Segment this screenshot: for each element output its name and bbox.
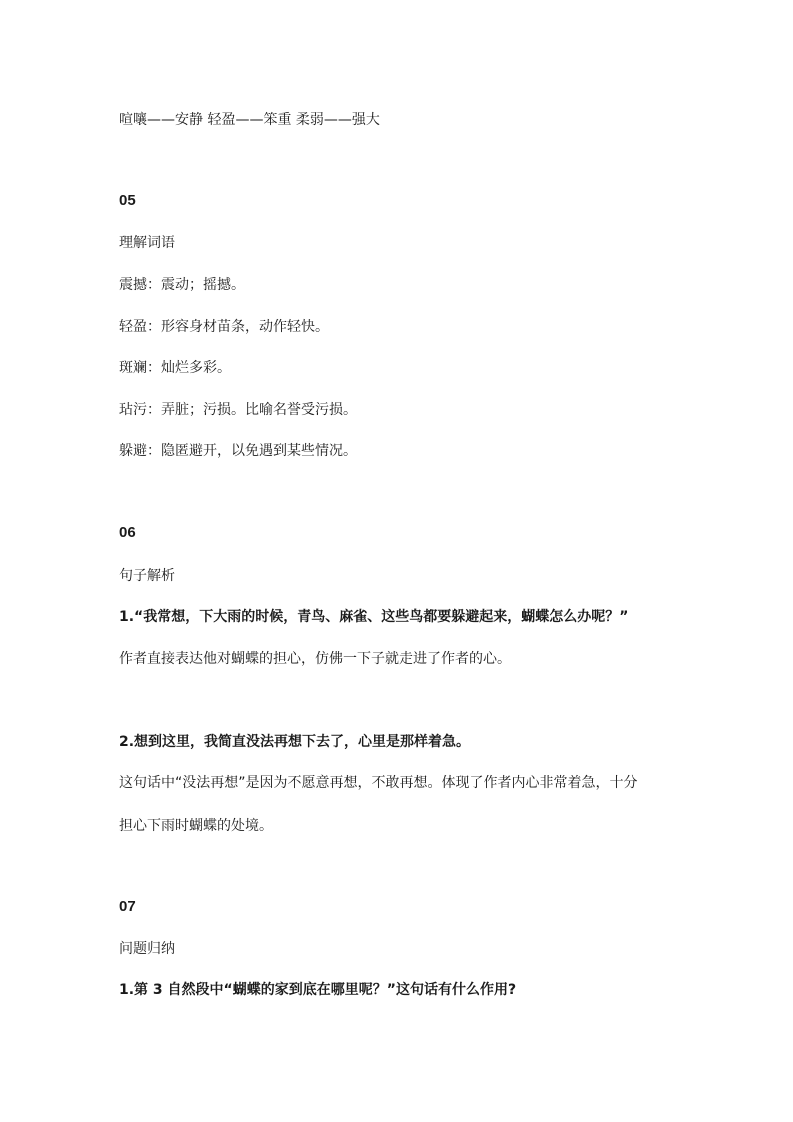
sentence-analysis: 这句话中“没法再想”是因为不愿意再想，不敢再想。体现了作者内心非常着急，十分	[119, 775, 638, 791]
vocabulary-item: 轻盈：形容身材苗条，动作轻快。	[119, 319, 329, 335]
vocabulary-item: 躲避：隐匿避开，以免遇到某些情况。	[119, 443, 357, 459]
antonym-pairs: 喧嚷——安静 轻盈——笨重 柔弱——强大	[119, 112, 380, 128]
section-number-05: 05	[119, 192, 136, 209]
section-number-07: 07	[119, 898, 136, 915]
sentence-question: 1.“我常想，下大雨的时候，青鸟、麻雀、这些鸟都要躲避起来，蝴蝶怎么办呢？”	[119, 609, 629, 625]
sentence-analysis: 作者直接表达他对蝴蝶的担心，仿佛一下子就走进了作者的心。	[119, 651, 511, 667]
vocabulary-item: 玷污：弄脏；污损。比喻名誉受污损。	[119, 402, 357, 418]
section-heading-question-summary: 问题归纳	[119, 941, 175, 957]
section-heading-vocabulary: 理解词语	[119, 235, 175, 251]
section-number-06: 06	[119, 524, 136, 541]
sentence-analysis: 担心下雨时蝴蝶的处境。	[119, 818, 273, 834]
section-heading-sentence-analysis: 句子解析	[119, 568, 175, 584]
sentence-question: 2.想到这里，我简直没法再想下去了，心里是那样着急。	[119, 734, 471, 750]
summary-question: 1.第 3 自然段中“蝴蝶的家到底在哪里呢？”这句话有什么作用?	[119, 982, 517, 998]
vocabulary-item: 震撼：震动；摇撼。	[119, 277, 245, 293]
vocabulary-item: 斑斓：灿烂多彩。	[119, 360, 231, 376]
